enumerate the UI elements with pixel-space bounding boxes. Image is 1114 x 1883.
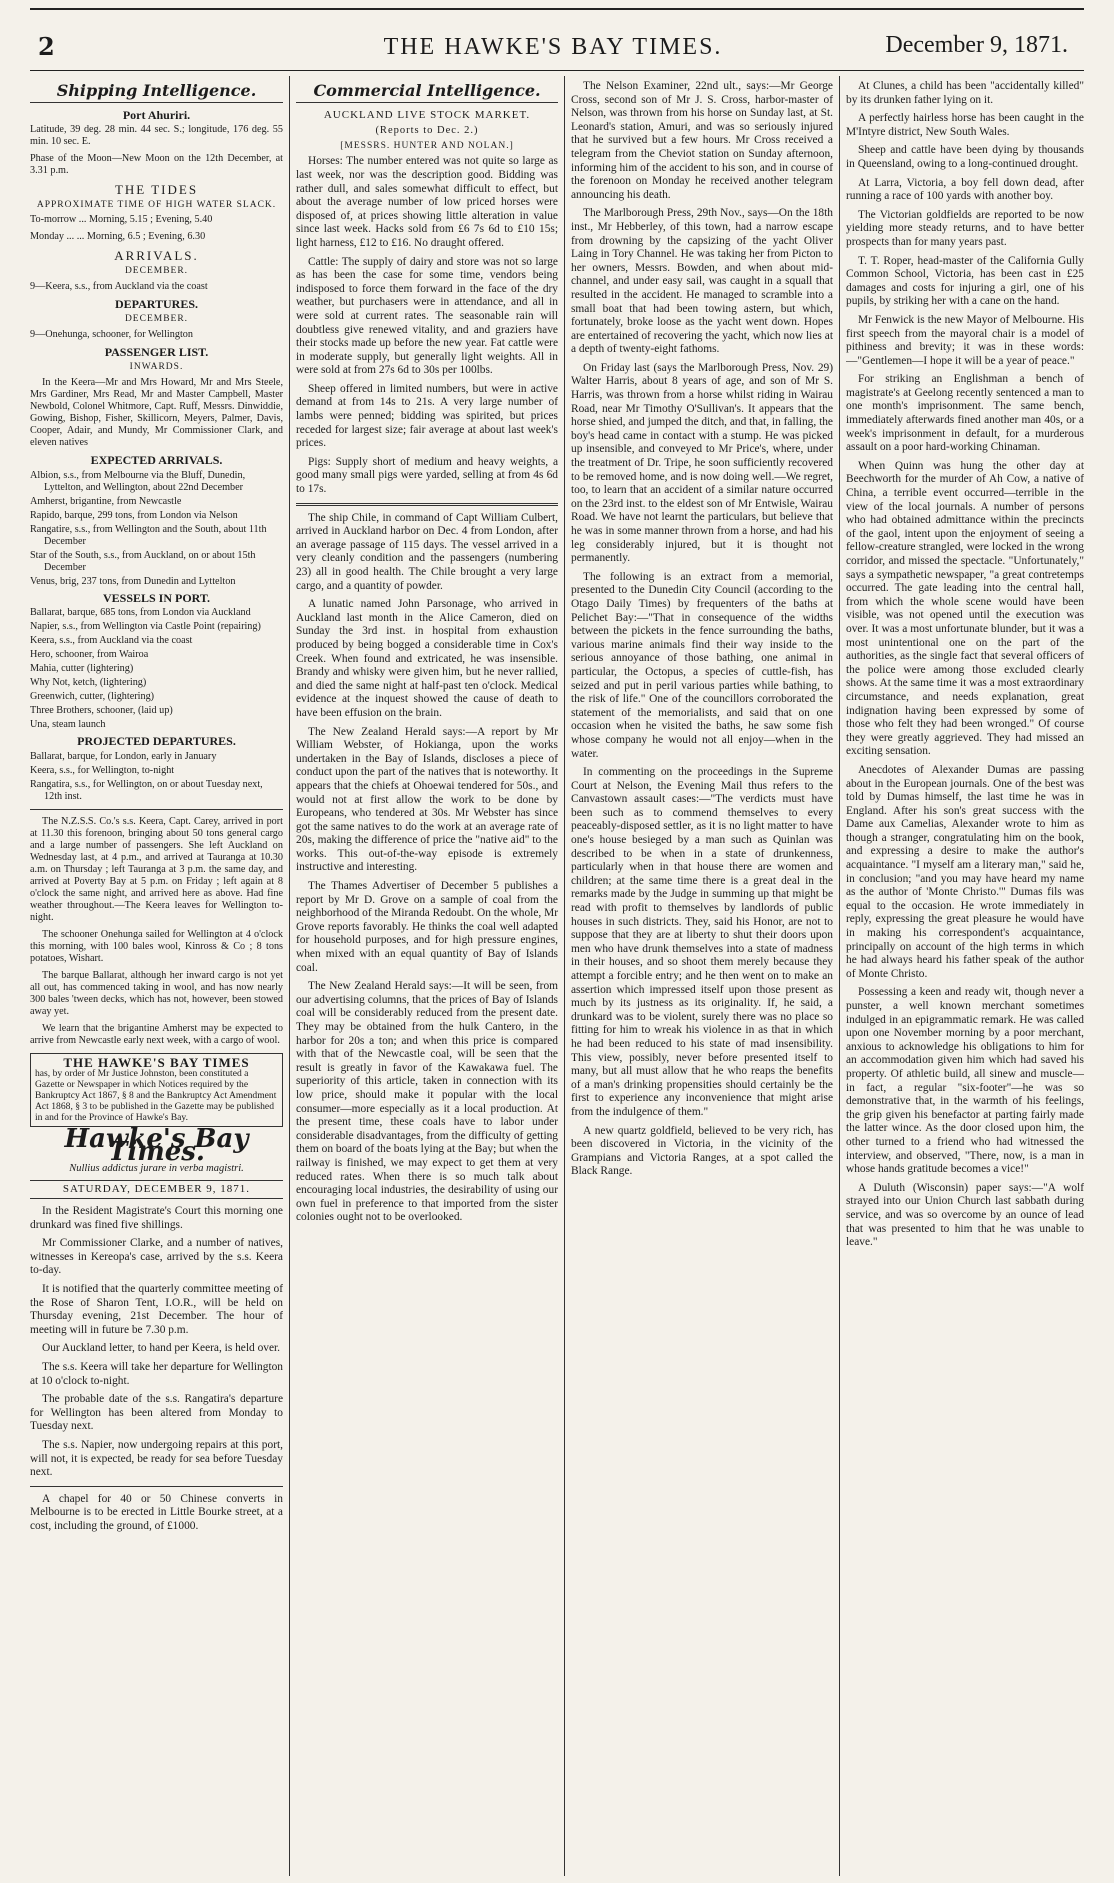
vessel-item: Hero, schooner, from Wairoa	[30, 649, 149, 661]
tide-row: To-morrow ... Morning, 5.15 ; Evening, 5.40	[30, 214, 213, 226]
departures-heading: DEPARTURES.	[114, 296, 199, 311]
article-paragraph: Horses: The number entered was not quite so large as last week, nor was the description good. Bidding was rather dull, and sales somewhat difficult to effect, but about the average number of low priced horses were disposed of, at prices showing little alteration in value since last week. Hacks sold from £6 7s 6d to £10 15s; light harness, £12 to £16. No draught offered.	[296, 155, 558, 249]
projected-item: Keera, s.s., for Wellington, to-night	[30, 764, 175, 776]
issue-dateline: SATURDAY, DECEMBER 9, 1871.	[30, 1180, 283, 1200]
local-news: The s.s. Napier, now undergoing repairs at this port, will not, it is expected, be ready for sea before Tuesday next.	[30, 1439, 283, 1479]
projected-item: Rangatira, s.s., for Wellington, on or about Tuesday next, 12th inst.	[30, 778, 263, 802]
shipping-news: The N.Z.S.S. Co.'s s.s. Keera, Capt. Carey, arrived in port at 11.30 this forenoon, bringing about 50 tons general cargo and a large number of passengers. She left Auckland on Wednesday last, at 4 p.m., and arrived at Tauranga at 10.30 a.m. on Thursday ; left Tauranga at 3 p.m. the same day, and arrived at Poverty Bay at 5 p.m. on Friday ; left again at 8 o'clock the same night, and arrived here as above. Had fine weather throughout.—The Keera leaves for Wellington to-night.	[30, 815, 283, 923]
article-paragraph: A new quartz goldfield, believed to be very rich, has been discovered in Victoria, in the vicinity of the Grampians and Victoria Ranges, at a spot called the Black Range.	[571, 1124, 833, 1178]
tides-subheading: APPROXIMATE TIME OF HIGH WATER SLACK.	[36, 199, 277, 210]
article-paragraph: T. T. Roper, head-master of the California Gully Common School, Victoria, has been cast in £25 damages and costs for injuring a girl, one of his pupils, by striking her with a cane on the hand.	[846, 254, 1084, 308]
masthead-rule	[30, 70, 1084, 71]
passenger-list: In the Keera—Mr and Mrs Howard, Mr and Mrs Steele, Mrs Gardiner, Mrs Read, Mr and Master Campbell, Master Newbold, Colonel Whitmore, Capt. Ruff, Messrs. Dinwiddie, Gowing, Bishop, Fisher, Skillicorn, Meyers, Palmer, Davis, Cooper, Adair, and Mundy, Mr Commissioner Clark, and eleven natives	[30, 376, 283, 448]
article-paragraph: At Larra, Victoria, a boy fell down dead, after running a race of 100 yards with another boy.	[846, 176, 1084, 203]
article-paragraph: The ship Chile, in command of Capt William Culbert, arrived in Auckland harbor on Dec. 4 from London, after an average passage of 115 days. The vessel arrived in a very cleanly condition and the passengers (numbering 23) all in good health. The Chile brought a very large cargo, and a quantity of powder.	[296, 511, 558, 592]
column-divider	[289, 76, 290, 1876]
local-news: The probable date of the s.s. Rangatira's departure for Wellington has been altered from Monday to Tuesday next.	[30, 1393, 283, 1433]
shipping-news: The schooner Onehunga sailed for Wellington at 4 o'clock this morning, with 100 bales wool, Kinross & Co ; 8 tons potatoes, Wishart.	[30, 928, 283, 964]
article-paragraph: In commenting on the proceedings in the Supreme Court at Nelson, the Evening Mail thus refers to the Canvastown assault cases:—"The verdicts must have been such as to commend themselves to every peaceably-disposed settler, as it is no light matter to have one's house besieged by a man such as Quinlan was described to be when in a state of drunkenness, particularly when in that house there are women and children; at the same time there is a great deal in the remarks made by the Judge in summing up that might be read with profit to themselves by landlords of public houses in such districts. They, said his Honor, are not to suppose that they are at liberty to shut their doors upon men who have drunk themselves into a state of madness in their houses, and so shoot them merely because they attempt a forcible entry; and he then went on to make an assertion which impressed itself upon those present as much by its justness as its originality. If, he said, a drunkard was to be violent, surely there was no place so fitting for him to wreak his violence in as that in which he had been reduced to his state of mad insensibility. This view, possibly, never before presented itself to many, but all must allow that he who reaps the benefits of a man's drinking propensities should certainly be the first to experience any inconvenience that might arise from the indulgence of them."	[571, 766, 833, 1118]
article-paragraph: The Nelson Examiner, 22nd ult., says:—Mr George Cross, second son of Mr J. S. Cross, harbor-master of Nelson, was thrown from his horse on Sunday last, at St. Leonard's station, Amuri, and was so seriously injured that he survived but a few hours. Mr Cross received a telegram from the Cheviot station on Sunday afternoon, informing him of the accident to his son, and in course of the forenoon on Monday he received another telegram announcing his death.	[571, 80, 833, 201]
local-news: A chapel for 40 or 50 Chinese converts in Melbourne is to be erected in Little Bourke street, at a cost, including the ground, of £1000.	[30, 1492, 283, 1532]
expected-item: Rangatire, s.s., from Wellington and the South, about 11th December	[30, 523, 267, 547]
article-paragraph: Pigs: Supply short of medium and heavy weights, a good many small pigs were yarded, selling at from 4s 6d to 17s.	[296, 455, 558, 496]
vessel-item: Keera, s.s., from Auckland via the coast	[30, 635, 193, 647]
expected-item: Albion, s.s., from Melbourne via the Bluff, Dunedin, Lyttelton, and Wellington, about 22nd December	[30, 469, 246, 493]
vessel-item: Three Brothers, schooner, (laid up)	[30, 705, 173, 717]
article-paragraph: The Marlborough Press, 29th Nov., says—On the 18th inst., Mr Hebberley, of this town, had a narrow escape from drowning by the capsizing of the yacht Oliver Laing in Tory Channel. He was taking her from Picton to her owners, Messrs. Bowden, and when about mid-channel, and under easy sail, was caught in a squall that resulted in the accident. He managed to scramble into a small boat that had been towing astern, but which, fortunately, broke loose as the yacht went down. Hopes are entertained of recovering the yacht, which now lies at a depth of twenty-eight fathoms.	[571, 207, 833, 356]
divider	[30, 1486, 283, 1487]
expected-item: Amherst, brigantine, from Newcastle	[30, 495, 182, 507]
expected-item: Star of the South, s.s., from Auckland, on or about 15th December	[30, 549, 256, 573]
article-paragraph: The Thames Advertiser of December 5 publishes a report by Mr D. Grove on a sample of coal from the neighborhood of the Miranda Redoubt. On the whole, Mr Grove reports favorably. He thinks the coal well adapted for household purposes, and for high pressure engines, when mixed with an equal quantity of Bay of Islands coal.	[296, 880, 558, 974]
divider	[30, 809, 283, 810]
notice-heading: THE HAWKE'S BAY TIMES	[63, 1054, 250, 1070]
arrival-item: 9—Keera, s.s., from Auckland via the coast	[30, 280, 208, 292]
projected-item: Ballarat, barque, for London, early in January	[30, 750, 217, 762]
moon-phase: Phase of the Moon—New Moon on the 12th December, at 3.31 p.m.	[30, 153, 283, 177]
vessel-item: Mahia, cutter (lightering)	[30, 663, 134, 675]
divider	[296, 503, 558, 506]
article-paragraph: Sheep offered in limited numbers, but were in active demand at from 14s to 21s. A very large number of lambs were penned; bidding was spirited, but prices receded for largest size; fair average at about last week's prices.	[296, 382, 558, 450]
expected-arrivals-heading: EXPECTED ARRIVALS.	[90, 452, 223, 467]
article-paragraph: The following is an extract from a memorial, presented to the Dunedin City Council (according to the Otago Daily Times) by frequenters of the baths at Pelichet Bay:—"That in consequence of the widths between the pickets in the fence surrounding the baths, various marine animals find their way inside to the serious annoyance of those bathing, one animal in particular, the Octopus, a species of cuttle-fish, has seized and put in peril various parties while bathing, to the risk of life." One of the councillors corroborated the statement of the memorialists, and said that on one occasion when he visited the baths, he saw some fish whose company he would not all enjoy—when in the water.	[571, 570, 833, 760]
gazette-notice	[30, 1053, 283, 1127]
article-paragraph: Mr Fenwick is the new Mayor of Melbourne. His first speech from the mayoral chair is a model of pithiness and brevity; it was in these words:—"Gentlemen—I hope it will be a year of peace."	[846, 313, 1084, 367]
latitude-text: Latitude, 39 deg. 28 min. 44 sec. S.; longitude, 176 deg. 55 min. 10 sec. E.	[30, 124, 283, 148]
expected-item: Rapido, barque, 299 tons, from London via Nelson	[30, 509, 238, 521]
vessel-item: Why Not, ketch, (lightering)	[30, 677, 147, 689]
article-paragraph: Anecdotes of Alexander Dumas are passing about in the European journals. One of the best was told by Dumas himself, the last time he was in England. After his son's great success with the Dame aux Camelias, Alexander wrote to him as though a stranger, congratulating him on the book, and expressing a desire to make the author's acquaintance. "I myself am a literary man," said he, in conclusion; "and you may have heard my name as the author of 'Monte Christo.'" Dumas fils was equal to the occasion. He wrote immediately in reply, expressing the great pleasure he would have in making his correspondent's acquaintance, principally on account of the high terms in which he had always heard his father speak of the author of Monte Christo.	[846, 763, 1084, 980]
arrivals-heading: ARRIVALS.	[114, 248, 199, 264]
market-heading: AUCKLAND LIVE STOCK MARKET.	[323, 108, 531, 121]
tides-heading: THE TIDES	[114, 182, 199, 198]
local-news: It is notified that the quarterly committee meeting of the Rose of Sharon Tent, I.O.R., will be held on Thursday evening, 21st December. The hour of meeting will in future be 7.30 p.m.	[30, 1283, 283, 1336]
top-rule	[30, 8, 1084, 10]
vessels-in-port-heading: VESSELS IN PORT.	[102, 590, 211, 605]
page-number: 2	[38, 32, 55, 61]
column-3	[571, 80, 833, 1875]
nameplate: Hawke's Bay Times.	[64, 1123, 249, 1168]
article-paragraph: A perfectly hairless horse has been caught in the M'Intyre district, New South Wales.	[846, 112, 1084, 138]
expected-item: Venus, brig, 237 tons, from Dunedin and Lyttelton	[30, 575, 236, 587]
article-paragraph: On Friday last (says the Marlborough Press, Nov. 29) Walter Harris, about 8 years of age, and son of Mr S. Harris, was thrown from a horse whilst riding in Wairau Road, near Mr Timothy O'Sullivan's. It appears that the horse shied, and jumped the ditch, and that, in falling, the boy's head came in contact with a stump. He was picked up insensible, and conveyed to Mr Price's, where, under the treatment of Dr. Tripe, he soon sufficiently recovered to be removed home, and is now doing well.—We regret, too, to learn that an accident of a similar nature occurred on the 23rd inst. to the eldest son of Mr Entwisle, Wairau Road. We have not learnt the particulars, but believe that he was in some manner thrown from a horse, and had his leg considerably injured, but it is thought not permanently.	[571, 361, 833, 565]
vessel-item: Napier, s.s., from Wellington via Castle Point (repairing)	[30, 621, 261, 633]
column-1	[30, 80, 283, 1875]
commercial-heading: Commercial Intelligence.	[296, 84, 558, 103]
vessel-item: Una, steam launch	[30, 719, 106, 731]
article-paragraph: A lunatic named John Parsonage, who arrived in Auckland last month in the Alice Cameron, died on Sunday the 3rd inst. in hospital from exhaustion produced by being bogged a considerable time in Cox's Creek. When found and extricated, he was insensible. Brandy and whisky were given him, but he never rallied, and died the same night at half-past ten o'clock. Medical evidence at the inquest showed the cause of death to have been effusion on the brain.	[296, 598, 558, 719]
article-paragraph: When Quinn was hung the other day at Beechworth for the murder of Ah Cow, a native of China, a terrible event occurred—terrible in the view of the local journals. A number of persons who had obtained admittance within the precincts of the gaol, intent upon the enjoyment of seeing a fellow-creature strangled, were locked in the wrong corridor, and missed the spectacle. "Unfortunately," says a sympathetic newspaper, "a great contretemps occurred. The gate leading into the central hall, from which the whole scene would have been visible, was not opened until the execution was over. It was a most unfortunate blunder, but it was a most unintentional one on the part of the authorities, as the single fact that several officers of the police were among those excluded clearly shows. At the same time it was a most extraordinary circumstance, and needs explanation, great indignation having been expressed by some of those who felt they had been wronged." Of course they were greatly aggrieved. They had missed an exciting sensation.	[846, 459, 1084, 758]
article-paragraph: Possessing a keen and ready wit, though never a punster, a well known merchant sometimes indulged in an epigrammatic remark. He was called upon one November morning by a poor merchant, anxious to acknowledge his obligations to him for an accommodation given him which had saved his property. Of athletic build, all sinew and muscle—in fact, a regular "six-footer"—he was so demonstrative that, in the warmth of his feelings, the grip given his benefactor at parting fairly made the latter wince. As the door closed upon him, the other turned to a friend who had witnessed the interview, and observed, "There, now, is a man in whose hands gratitude becomes a vice!"	[846, 986, 1084, 1176]
column-divider	[839, 76, 840, 1876]
motto: Nullius addictus jurare in verba magistri.	[69, 1162, 244, 1174]
article-paragraph: Cattle: The supply of dairy and store was not so large as has been the case for some time, vendors being indisposed to force them forward in the face of the dry weather, but purchasers were in attendance, and all in were sold at current rates. The seasonable rain will doubtless give renewed vitality, and and graziers have their stocks made up before the new year. Fat cattle were in moderate supply, but generally light weights. All in were sold at from 27s 6d to 30s per 100lbs.	[296, 255, 558, 377]
port-name: Port Ahuriri.	[122, 107, 191, 122]
article-paragraph: For striking an Englishman a bench of magistrate's at Geelong recently sentenced a man to one month's imprisonment. The same bench, immediately afterwards fined another man 40s, or a week's imprisonment in default, for a murderous assault on a poor hard-working Chinaman.	[846, 373, 1084, 454]
shipping-heading: Shipping Intelligence.	[30, 84, 283, 103]
month-label: DECEMBER.	[124, 314, 189, 325]
local-news: Mr Commissioner Clarke, and a number of natives, witnesses in Kereopa's case, arrived by the s.s. Keera to-day.	[30, 1237, 283, 1277]
local-news: Our Auckland letter, to hand per Keera, is held over.	[42, 1342, 281, 1355]
column-divider	[564, 76, 565, 1876]
projected-departures-heading: PROJECTED DEPARTURES.	[77, 734, 236, 749]
masthead	[38, 32, 1068, 62]
article-paragraph: The Victorian goldfields are reported to be now yielding more steady returns, and to have better prospects than for many years past.	[846, 208, 1084, 248]
column-2	[296, 80, 558, 1875]
local-news: In the Resident Magistrate's Court this morning one drunkard was fined five shillings.	[30, 1205, 283, 1231]
local-news: The s.s. Keera will take her departure for Wellington at 10 o'clock to-night.	[30, 1361, 283, 1387]
article-paragraph: At Clunes, a child has been "accidentally killed" by its drunken father lying on it.	[846, 80, 1084, 106]
issue-date-header: December 9, 1871.	[885, 32, 1068, 58]
shipping-news: We learn that the brigantine Amherst may be expected to arrive from Newcastle early next week, with a cargo of wool.	[30, 1022, 283, 1046]
vessel-item: Ballarat, barque, 685 tons, from London via Auckland	[30, 607, 251, 619]
passenger-list-heading: PASSENGER LIST.	[104, 344, 209, 359]
inwards-label: INWARDS.	[129, 362, 184, 373]
shipping-news: The barque Ballarat, although her inward cargo is not yet all out, has commenced taking in wool, and has now nearly 300 bales 'tween decks, which has not, however, been stowed away yet.	[30, 969, 283, 1017]
paper-title: THE HAWKE'S BAY TIMES.	[383, 34, 723, 60]
notice-text: has, by order of Mr Justice Johnston, been constituted a Gazette or Newspaper in which Notices required by the Bankruptcy Act 1867, § 8 and the Bankruptcy Act Amendment Act 1868, § 3 to be published in the Gazette may be published in and for the Province of Hawke's Bay.	[35, 1067, 277, 1123]
departure-item: 9—Onehunga, schooner, for Wellington	[30, 328, 193, 340]
column-4	[846, 80, 1084, 1875]
market-byline: [MESSRS. HUNTER AND NOLAN.]	[340, 140, 514, 151]
market-subheading: (Reports to Dec. 2.)	[375, 125, 479, 137]
vessel-item: Greenwich, cutter, (lightering)	[30, 691, 155, 703]
article-paragraph: A Duluth (Wisconsin) paper says:—"A wolf strayed into our Union Church last sabbath during service, and was so overcome by an ounce of lead that was presented to him that he was unable to leave."	[846, 1181, 1084, 1249]
article-paragraph: Sheep and cattle have been dying by thousands in Queensland, owing to a long-continued drought.	[846, 144, 1084, 170]
tide-row: Monday ... ... Morning, 6.5 ; Evening, 6.30	[30, 231, 206, 243]
article-paragraph: The New Zealand Herald says:—A report by Mr William Webster, of Hokianga, upon the works undertaken in the Bay of Islands, discloses a piece of conduct upon the part of the natives that is noteworthy. It appears that the chiefs at Ohoewai tendered for 50s., and would not at first allow the work to be done by Europeans, who tendered at 30s. Mr Webster has since got the same natives to do the work at an average rate of 20s, making the difference of price the "native aid" to the works. This out-of-the-way episode is extremely instructive and interesting.	[296, 725, 558, 874]
article-paragraph: The New Zealand Herald says:—It will be seen, from our advertising columns, that the prices of Bay of Islands coal will be considerably reduced from the present date. They may be obtained from the hulk Cantero, in the harbor for 20s a ton; and when this price is compared with that of the Newcastle coal, will be seen that the result is greatly in favor of the Kawakawa fuel. The superiority of this article, taken in connection with its low price, should make it popular with the local consumer—more especially as it a local production. At the present time, these coals have to labor under considerable disadvantages, from the difficulty of getting them on board of the boats lying at the Bay; but when the railway is finished, we may expect to get them at very reduced rates. When there is so much talk about encouraging local industries, the desirability of using our own fuel in preference to that imported from the sister colonies ought not to be overlooked.	[296, 980, 558, 1224]
month-label: DECEMBER.	[124, 265, 189, 276]
